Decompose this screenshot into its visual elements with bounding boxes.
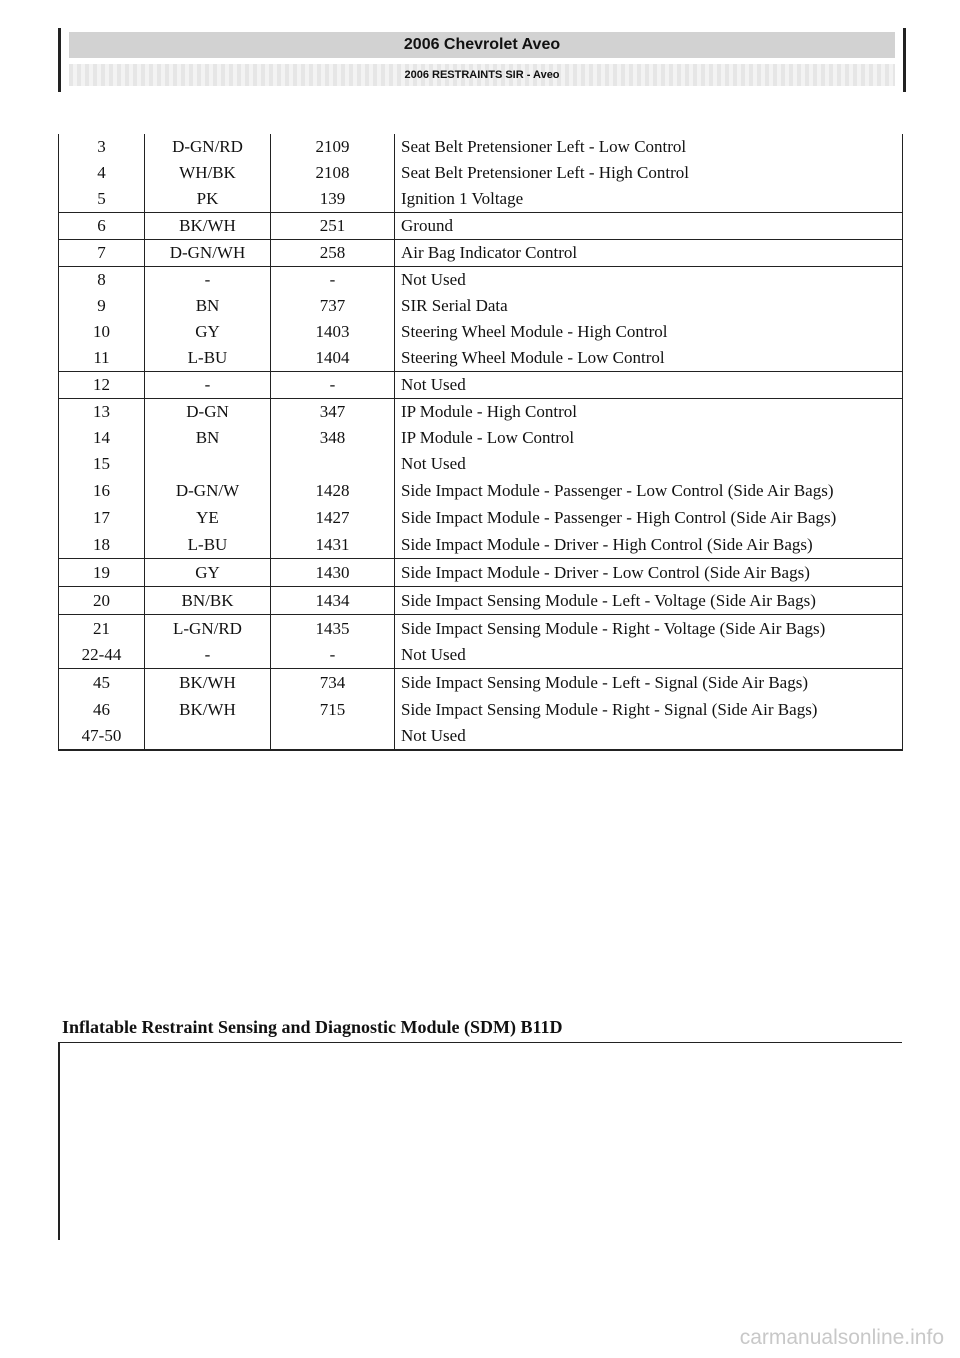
pinout-table-container — [58, 134, 902, 751]
function-cell: Side Impact Module - Driver - High Control (Side Air Bags) — [395, 531, 903, 559]
circuit-cell: 1430 — [271, 559, 395, 587]
wire-color-cell: D-GN/RD — [145, 134, 271, 160]
circuit-cell: 734 — [271, 669, 395, 697]
function-cell: Side Impact Module - Driver - Low Control (Side Air Bags) — [395, 559, 903, 587]
function-cell: Steering Wheel Module - High Control — [395, 319, 903, 345]
table-row — [59, 723, 903, 750]
function-cell: SIR Serial Data — [395, 293, 903, 319]
table-row — [59, 669, 903, 697]
circuit-cell: 348 — [271, 425, 395, 451]
table-row — [59, 531, 903, 559]
wire-color-cell: D-GN/W — [145, 477, 271, 504]
pin-cell: 16 — [59, 477, 145, 504]
pin-cell: 15 — [59, 451, 145, 477]
wire-color-cell: - — [145, 372, 271, 399]
circuit-cell: - — [271, 267, 395, 294]
function-cell: Side Impact Module - Passenger - High Control (Side Air Bags) — [395, 504, 903, 531]
page-header — [58, 28, 906, 92]
circuit-cell: 1403 — [271, 319, 395, 345]
wire-color-cell: GY — [145, 559, 271, 587]
pin-cell: 11 — [59, 345, 145, 372]
circuit-cell: 1428 — [271, 477, 395, 504]
diagram-frame — [58, 1042, 902, 1240]
table-row — [59, 587, 903, 615]
table-row — [59, 425, 903, 451]
pin-cell: 10 — [59, 319, 145, 345]
wire-color-cell: BK/WH — [145, 669, 271, 697]
table-row — [59, 696, 903, 723]
table-row — [59, 134, 903, 160]
table-row — [59, 319, 903, 345]
function-cell: Not Used — [395, 267, 903, 294]
document-subtitle: 2006 RESTRAINTS SIR - Aveo — [69, 64, 895, 86]
pin-cell: 14 — [59, 425, 145, 451]
pin-cell: 19 — [59, 559, 145, 587]
wire-color-cell: L-BU — [145, 345, 271, 372]
wire-color-cell — [145, 451, 271, 477]
circuit-cell: 1434 — [271, 587, 395, 615]
function-cell: Not Used — [395, 451, 903, 477]
circuit-cell: 1435 — [271, 615, 395, 643]
table-row — [59, 642, 903, 669]
circuit-cell: - — [271, 372, 395, 399]
circuit-cell: - — [271, 642, 395, 669]
pin-cell: 5 — [59, 186, 145, 213]
pin-cell: 12 — [59, 372, 145, 399]
function-cell: Ignition 1 Voltage — [395, 186, 903, 213]
wire-color-cell: PK — [145, 186, 271, 213]
table-row — [59, 372, 903, 399]
pin-cell: 13 — [59, 399, 145, 426]
function-cell: Steering Wheel Module - Low Control — [395, 345, 903, 372]
table-row — [59, 559, 903, 587]
function-cell: Air Bag Indicator Control — [395, 240, 903, 267]
wire-color-cell: YE — [145, 504, 271, 531]
circuit-cell — [271, 723, 395, 750]
circuit-cell: 347 — [271, 399, 395, 426]
function-cell: Side Impact Sensing Module - Left - Voltage (Side Air Bags) — [395, 587, 903, 615]
table-row — [59, 160, 903, 186]
function-cell: Seat Belt Pretensioner Left - Low Control — [395, 134, 903, 160]
wire-color-cell: L-BU — [145, 531, 271, 559]
table-row — [59, 504, 903, 531]
table-row — [59, 186, 903, 213]
circuit-cell: 715 — [271, 696, 395, 723]
function-cell: Side Impact Module - Passenger - Low Control (Side Air Bags) — [395, 477, 903, 504]
wire-color-cell: D-GN — [145, 399, 271, 426]
circuit-cell: 251 — [271, 213, 395, 240]
pin-cell: 9 — [59, 293, 145, 319]
circuit-cell: 1431 — [271, 531, 395, 559]
function-cell: IP Module - High Control — [395, 399, 903, 426]
circuit-cell: 737 — [271, 293, 395, 319]
table-row — [59, 477, 903, 504]
function-cell: Not Used — [395, 372, 903, 399]
pin-cell: 18 — [59, 531, 145, 559]
table-row — [59, 399, 903, 426]
pin-cell: 6 — [59, 213, 145, 240]
pin-cell: 20 — [59, 587, 145, 615]
circuit-cell: 139 — [271, 186, 395, 213]
function-cell: IP Module - Low Control — [395, 425, 903, 451]
circuit-cell: 2109 — [271, 134, 395, 160]
table-row — [59, 451, 903, 477]
pin-cell: 47-50 — [59, 723, 145, 750]
circuit-cell — [271, 451, 395, 477]
section-title: Inflatable Restraint Sensing and Diagnostic Module (SDM) B11D — [62, 1017, 563, 1037]
pin-cell: 3 — [59, 134, 145, 160]
function-cell: Not Used — [395, 642, 903, 669]
table-row — [59, 293, 903, 319]
circuit-cell: 1427 — [271, 504, 395, 531]
pinout-table — [58, 134, 903, 751]
function-cell: Side Impact Sensing Module - Right - Signal (Side Air Bags) — [395, 696, 903, 723]
wire-color-cell: D-GN/WH — [145, 240, 271, 267]
pin-cell: 46 — [59, 696, 145, 723]
table-row — [59, 240, 903, 267]
wire-color-cell: GY — [145, 319, 271, 345]
circuit-cell: 1404 — [271, 345, 395, 372]
wire-color-cell: BK/WH — [145, 213, 271, 240]
table-row — [59, 615, 903, 643]
table-row — [59, 345, 903, 372]
wire-color-cell: WH/BK — [145, 160, 271, 186]
pin-cell: 45 — [59, 669, 145, 697]
function-cell: Side Impact Sensing Module - Left - Signal (Side Air Bags) — [395, 669, 903, 697]
pin-cell: 21 — [59, 615, 145, 643]
pin-cell: 7 — [59, 240, 145, 267]
pin-cell: 22-44 — [59, 642, 145, 669]
function-cell: Seat Belt Pretensioner Left - High Control — [395, 160, 903, 186]
wire-color-cell: BN/BK — [145, 587, 271, 615]
table-row — [59, 213, 903, 240]
document-title: 2006 Chevrolet Aveo — [69, 32, 895, 58]
table-row — [59, 267, 903, 294]
watermark: carmanualsonline.info — [739, 1326, 944, 1349]
wire-color-cell: - — [145, 267, 271, 294]
wire-color-cell: BN — [145, 425, 271, 451]
wire-color-cell: - — [145, 642, 271, 669]
function-cell: Not Used — [395, 723, 903, 750]
circuit-cell: 258 — [271, 240, 395, 267]
pin-cell: 4 — [59, 160, 145, 186]
pin-cell: 17 — [59, 504, 145, 531]
circuit-cell: 2108 — [271, 160, 395, 186]
wire-color-cell: BN — [145, 293, 271, 319]
wire-color-cell: L-GN/RD — [145, 615, 271, 643]
wire-color-cell — [145, 723, 271, 750]
pin-cell: 8 — [59, 267, 145, 294]
wire-color-cell: BK/WH — [145, 696, 271, 723]
function-cell: Ground — [395, 213, 903, 240]
function-cell: Side Impact Sensing Module - Right - Voltage (Side Air Bags) — [395, 615, 903, 643]
